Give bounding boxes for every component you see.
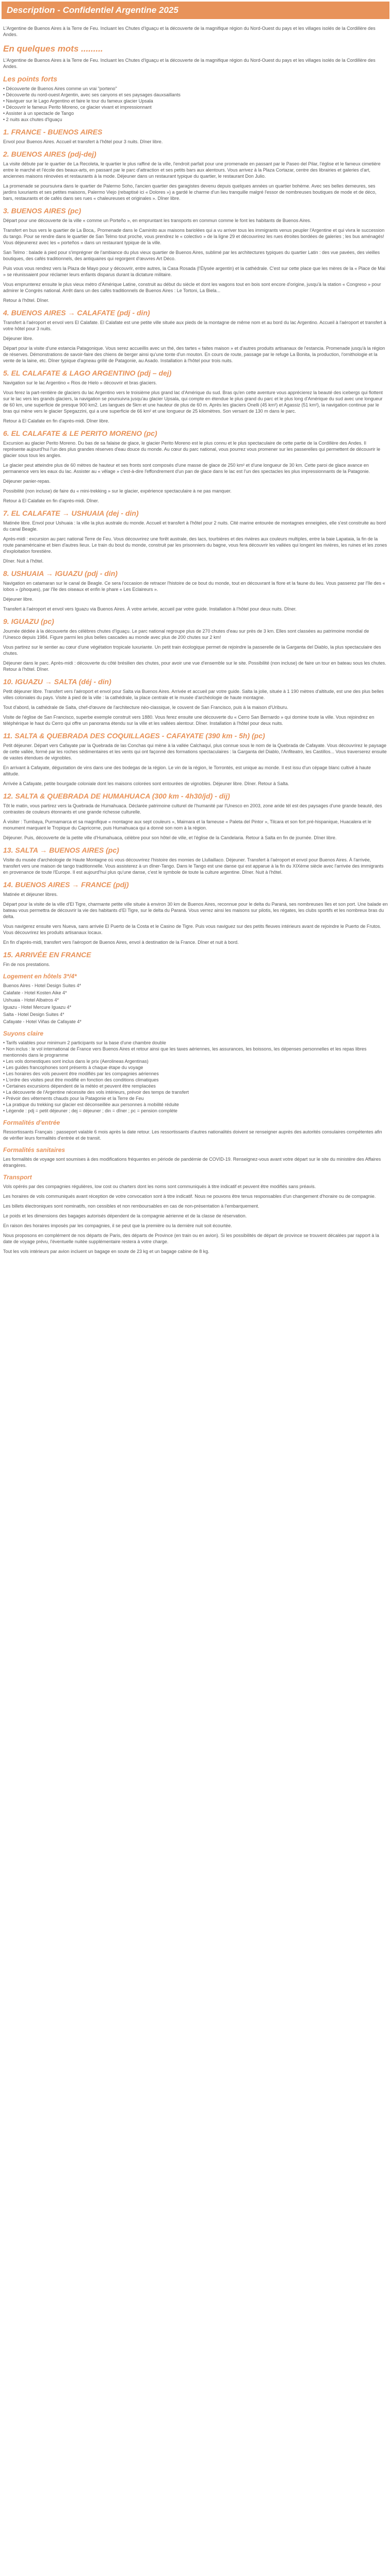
day-paragraph: Déjeuner libre.: [3, 336, 34, 341]
day-paragraph: Visite du musée d'archéologie de Haute Montagne où vous découvrirez l'histoire des momies de Llullaillaco. Déjeuner. Transfert à l'aéroport et envol pour Buenos Aires. À l'arrivée, transfert vers une maison de tango traditionnelle. Vous assisterez à un dîner-Tango. Dans le Tango est une danse qui est apparue à la fin du XIXème siècle avec l'arrivée des immigrants en provenance de toute l'Europe. Il est aujourd'hui plus qu'une danse, c'est le symbole de toute la culture argentine. Dîner. Nuit à l'hôtel.: [3, 857, 384, 875]
sanitaires-title: Formalités sanitaires: [3, 1146, 66, 1154]
day-title: 2. BUENOS AIRES (pdj-dej): [3, 150, 96, 158]
day-title: 6. EL CALAFATE & LE PERITO MORENO (pc): [3, 429, 157, 437]
day-title: 15. ARRIVÉE EN FRANCE: [3, 951, 91, 959]
intro-text: L'Argentine de Buenos Aires à la Terre de Feu. Incluant les Chutes d'Iguaçu et la découverte de la magnifique région du Nord-Ouest du pays et les villages isolés de la Cordillère des Andes.: [3, 26, 376, 37]
note-item: • Tarifs valables pour minimum 2 participants sur la base d'une chambre double: [3, 1040, 166, 1045]
quick-title: En quelques mots .........: [3, 44, 103, 54]
day-title: 14. BUENOS AIRES → FRANCE (pdj): [3, 880, 129, 889]
day-paragraph: Retour à l'hôtel. Dîner.: [3, 298, 50, 303]
day-paragraph: Petit déjeuner. Départ vers Cafayate par la Quebrada de las Conchas qui mène à la vallée Calchaquí, plus connue sous le nom de la Quebrada de Cafayate. Vous découvrirez le paysage de cette vallée, formé par les roches sédimentaires et les vents qui ont façonné des formations spectaculaires : la Garganta del Diablo, l'Anfiteatro, les Castillos... Vous traverserez ensuite de vastes étendues de vignobles.: [3, 743, 387, 760]
day-paragraph: Tôt le matin, vous partirez vers la Quebrada de Humahuaca. Déclarée patrimoine culturel de l'humanité par l'Unesco en 2003, zone aride tél est des paysages d'une grande beauté, des contrastes de couleurs étonnants et une grande richesse culturelle.: [3, 803, 382, 815]
highlight-item: • Naviguer sur le Lago Argentino et faire le tour du fameux glacier Upsala: [3, 98, 153, 104]
day-paragraph: Envol pour Buenos Aires. Accueil et transfert à l'hôtel pour 3 nuits. Dîner libre.: [3, 139, 163, 144]
transport-paragraph: Les horaires de vols communiqués avant réception de votre convocation sont à titre indicatif. Nous ne pouvons être tenus responsables d'un changement d'horaire ou de compagnie.: [3, 1194, 376, 1199]
day-title: 1. FRANCE - BUENOS AIRES: [3, 128, 103, 136]
day-paragraph: Déjeuner. Puis, découverte de la petite ville d'Humahuaca, célèbre pour son hôtel de ville, et l'église de la Candelaria. Retour à Salta en fin de journée. Dîner libre.: [3, 835, 337, 840]
day-title: 13. SALTA → BUENOS AIRES (pc): [3, 846, 119, 854]
day-paragraph: San Telmo : balade à pied pour s'imprégner de l'ambiance du plus vieux quartier de Buenos Aires, sublimé par les architectures typiques du quartier Latin : des vue pavées, des vieilles boutiques, des cafés traditionnels, des antiquaires qui regorgent d'œuvres Art Déco.: [3, 250, 380, 261]
day-paragraph: Départ pour la visite de la ville d'El Tigre, charmante petite ville située à environ 30 km de Buenos Aires, reconnue pour le delta du Paraná, ses nombreuses îles et son port. Une balade en bateau vous permettra de découvrir la vie des habitants d'El Tigre, sur le delta du Paraná. Vous verrez ainsi les maisons sur pilotis, les régates, les clubs sportifs et les nombreux bras du delta.: [3, 902, 388, 919]
note-item: • Les vols domestiques sont inclus dans le prix (Aerolineas Argentinas): [3, 1059, 149, 1064]
hotel-item: Ushuaia - Hotel Albatros 4*: [3, 997, 59, 1003]
day-paragraph: La promenade se poursuivra dans le quartier de Palermo Soho, l'ancien quartier des garagistes devenu depuis quelques années un quartier bohème. Avec ses belles demeures, ses jardins luxuriants et ses petites maisons, Palermo Viejo (rebaptisé ici « Dolores ») a gardé le charme d'un lieu tranquille malgré l'essor de nombreuses boutiques de mode et de déco, bars, restaurants et de cafés dans ses rues « chaleureuses et originales ». Dîner libre.: [3, 183, 377, 201]
day-title: 8. USHUAIA → IGUAZU (pdj - din): [3, 569, 118, 578]
day-paragraph: En arrivant à Cafayate, dégustation de vins dans une des bodegas de la région. Le vin de la région, le Torrontés, est unique au monde. Il est issu d'un cépage blanc cultivé à haute altitude.: [3, 765, 371, 776]
day-paragraph: Transfert en bus vers le quartier de La Boca,. Promenade dans le Caminito aux maisons bariolées qui a vu arriver tous les immigrants venus peupler l'Argentine et qui vivra le succession du tango. Pour se rendre dans le quartier de San Telmo tout proche, vous prendrez le « colectivo » de la ligne 29 et découvrirez les rues étroites bordées de galeries ; les bus aménagés! Vous déjeunerez avec les « porteños » dans un restaurant typique de la ville.: [3, 228, 385, 245]
day-paragraph: Transfert à l'aéroport et envol vers Iguazu via Buenos Aires. À votre arrivée, accueil par votre guide. Installation à l'hôtel pour deux nuits. Dîner.: [3, 606, 297, 612]
day-title: 4. BUENOS AIRES → CALAFATE (pdj - din): [3, 309, 150, 317]
hotel-item: Buenos Aires - Hotel Design Suites 4*: [3, 983, 82, 988]
day-paragraph: Retour à El Calafate en fin d'après-midi. Dîner.: [3, 498, 99, 503]
highlight-item: • Découverte de Buenos Aires comme un vrai "porteno": [3, 86, 117, 91]
day-paragraph: Arrivée à Cafayate, petite bourgade coloniale dont les maisons colorées sont entourées de vignobles. Déjeuner libre. Dîner. Retour à Salta.: [3, 781, 289, 786]
day-paragraph: Départ pour une découverte de la ville « comme un Porteño », en empruntant les transports en commun comme le font les habitants de Buenos Aires.: [3, 218, 312, 223]
page: [0, 2, 391, 2576]
day-title: 10. IGUAZU → SALTA (déj - din): [3, 677, 111, 686]
day-paragraph: Tout d'abord, la cathédrale de Salta, chef-d'œuvre de l'architecture néo-classique, le couvent de San Francisco, puis à la maison d'Uriburu.: [3, 705, 288, 710]
notes-title: Suyons claire: [3, 1030, 44, 1037]
day-paragraph: Déjeuner libre.: [3, 597, 34, 602]
day-paragraph: Possibilité (non incluse) de faire du « mini-trekking » sur le glacier, expérience spectaculaire à ne pas manquer.: [3, 488, 232, 494]
day-paragraph: Vous emprunterez ensuite le plus vieux métro d'Amérique Latine, construit au début du siècle et dont les wagons tout en bois sont encore d'origine, jusqu'à la station « Congreso » pour admirer le Congrès national. Arrêt dans un des cafés traditionnels de Buenos Aires : Le Tortoni, La Biela...: [3, 282, 381, 293]
day-paragraph: Petit déjeuner libre. Transfert vers l'aéroport et envol pour Salta via Buenos Aires. Arrivée et accueil par votre guide. Salta la jolie, située à 1 190 mètres d'altitude, est une des plus belles villes coloniales du pays. Visite à pied de la ville : la cathédrale, la place centrale et le musée d'archéologie de haute montagne.: [3, 689, 384, 700]
note-item: • Légende : pdj = petit déjeuner ; dej = déjeuner ; din = dîner ; pc = pension complète: [3, 1108, 177, 1113]
transport-paragraph: Tout les vols intérieurs par avion incluent un bagage en soute de 23 kg et un bagage cabine de 8 kg.: [3, 1249, 209, 1254]
note-item: • La découverte de l'Argentine nécessite des vols intérieurs, prévoir des temps de transfert: [3, 1090, 189, 1095]
highlight-item: • Découverte du nord-ouest Argentin, avec ses canyons et ses paysages dauxsaillants: [3, 92, 181, 97]
highlight-item: • Assister à un spectacle de Tango: [3, 111, 74, 116]
day-title: 5. EL CALAFATE & LAGO ARGENTINO (pdj – dej): [3, 369, 172, 377]
day-paragraph: Vous navigerez ensuite vers Nueva, sans arrivée El Puerto de la Costa et le Casino de Tigre. Puis vous naviguez sur des petits fleuves intérieurs avant de rejoindre le Puerto de Frutos. Vous découvrirez les produits artisanaux locaux.: [3, 924, 381, 935]
day-paragraph: Matinée et déjeuner libres.: [3, 892, 58, 897]
day-paragraph: Retour à El Calafate en fin d'après-midi. Dîner libre.: [3, 418, 109, 423]
day-paragraph: Navigation en catamaran sur le canal de Beagle. Ce sera l'occasion de retracer l'histoire de ce bout du monde, tout en découvrant la flore et la faune du lieu. Vous passerez par l'île des « lobos » (phoques), par l'île des oiseaux et enfin le phare « Les Eclaireurs ».: [3, 581, 385, 592]
day-paragraph: Le glacier peut atteindre plus de 60 mètres de hauteur et ses fronts sont composés d'une masse de glace de 250 km² et d'une longueur de 30 km. Cette paroi de glace avance en permanence vers les eaux du lac. Assister au « vêlage » c'est-à-dire l'effondrement d'un pan de glace dans le lac est l'un des spectacles les plus impressionnants de la Patagonie.: [3, 463, 370, 474]
hotel-item: Cafayate - Hotel Viñas de Cafayate 4*: [3, 1019, 82, 1024]
note-item: • Certaines excursions dépendent de la météo et peuvent être remplacées: [3, 1083, 156, 1089]
day-paragraph: Puis vous vous rendrez vers la Plaza de Mayo pour y découvrir, entre autres, la Casa Rosada (l'Élysée argentin) et la cathédrale. C'est sur cette place que les mères de la « Place de Mai » se réunissaient pour réclamer leurs enfants disparus durant la dictature militaire.: [3, 266, 385, 277]
page-title: Description - Confidentiel Argentine 2025: [2, 2, 389, 19]
note-item: • La pratique du trekking sur glacier est déconseillée aux personnes à mobilité réduite: [3, 1102, 179, 1107]
day-paragraph: Navigation sur le lac Argentino « Rios de Hielo » découvrir et bras glaciers.: [3, 380, 157, 385]
hotel-item: Iguazu - Hotel Mercure Iguazu 4*: [3, 1005, 72, 1010]
quick-text: L'Argentine de Buenos Aires à la Terre de Feu. Incluant les Chutes d'Iguaçu et la découverte de la magnifique région du Nord-Ouest du pays et les villages isolés de la Cordillère des Andes.: [3, 58, 376, 69]
day-title: 7. EL CALAFATE → USHUAIA (dej - din): [3, 509, 139, 517]
highlights-list: [3, 86, 388, 123]
transport-paragraph: Le poids et les dimensions des bagages autorisés dépendent de la compagnie aérienne et de la classe de réservation.: [3, 1213, 247, 1218]
formalites-text: Ressortissants Français : passeport valable 6 mois après la date retour. Les ressortissants d'autres nationalités doivent se renseigner auprès des autorités consulaires compétentes afin de vérifier leurs formalités d'entrée et de transit.: [3, 1129, 382, 1141]
note-item: • Non inclus : le vol international de France vers Buenos Aires et retour ainsi que les taxes aériennes, les assurances, les boissons, les dépenses personnelles et les repas libres mentionnés dans le programme: [3, 1046, 367, 1058]
day-title: 11. SALTA & QUEBRADA DES COQUILLAGES - CAFAYATE (390 km - 5h) (pc): [3, 732, 265, 740]
hotel-item: Calafate - Hotel Kosten Aike 4*: [3, 990, 67, 995]
note-item: • Les guides francophones sont présents à chaque étape du voyage: [3, 1065, 143, 1070]
day-paragraph: Vous ferez la part-rentière de glaciers du lac Argentino vers le troisième plus grand lac d'Amérique du sud. Bras qu'en cette aventure vous apprécierez la beauté des icebergs qui flottent sur le lac vers les grands glaciers, la navigation se poursuivra jusqu'au glacier Upsala, qui compte en étendue le plus grand du parc et le plus long d'Amérique du sud avec une longueur de 60 km, une superficie de presque 900 km2. Les langues de 5km et une hauteur de plus de 60 m. Après les glaciers Onelli (45 km²) et Agassiz (51 km²), la navigation continue par le bras qui mène vers le glacier Spegazzini, qui a une superficie de 66 km² et une longueur de 25 kilomètres. Son versant de 130 m dans le parc.: [3, 390, 383, 414]
hotels-title: Logement en hôtels 3*/4*: [3, 973, 77, 980]
day-paragraph: La visite débute par le quartier de La Recoleta, le quartier le plus raffiné de la ville, l'endroit parfait pour une promenade en passant par le Paseo del Pilar, l'église et le fameux cimetière entre le marché et l'école des beaux-arts, en passant par le parc d'attraction et ses petits bars aux alentours. Vous arrivez à la Plaza Cortazar, centre des librairies et galeries d'art, anciennes maisons rénovées et restaurants à la mode. Déjeuner dans un restaurant typique du quartier, le restaurant Don Julio.: [3, 161, 381, 179]
transport-paragraph: Nous proposons en complément de nos départs de Paris, des départs de Province (en train ou en avion). Si les possibilités de départ de province se trouvent décalées par rapport à la date de voyage prévu, l'éventuelle nuitée supplémentaire restera à votre charge.: [3, 1233, 379, 1244]
day-paragraph: Journée dédiée à la découverte des célèbres chutes d'Iguaçu. Le parc national regroupe plus de 270 chutes d'eau sur près de 3 km. Elles sont classées au patrimoine mondial de l'Unesco depuis 1984. Figure parmi les plus belles cascades au monde avec plus de 200 chutes sur 2 km!: [3, 629, 369, 640]
day-paragraph: Départ pour la visite d'une estancia Patagonique. Vous serez accueillis avec un thé, des tartes « faites maison » et d'autres produits artisanaux de l'estancia. Promenade jusqu'à la région de réserves. Démonstrations de savoir-faire des chiens de berger ainsi qu'une tonte d'un mouton. En cours de route, passage par le refuge La Bonita, la production, l'ornithologie et la vente de la laine, etc. Dîner typique d'agneau grillé de Patagonie, au Asado. Installation à l'hôtel pour trois nuits.: [3, 346, 385, 363]
transport-title: Transport: [3, 1174, 32, 1181]
note-item: • Prévoir des vêtements chauds pour la Patagonie et la Terre de Feu: [3, 1096, 144, 1101]
day-paragraph: Visite de l'église de San Francisco, superbe exemple construit vers 1880. Vous ferez ensuite une découverte du « Cerro San Bernardo » qui domine toute la ville. Vous rejoindrez en téléphérique le haut du Cerro qui offre un panorama étendu sur la ville et les vallées alentour. Dîner. Installation à l'hôtel pour deux nuits.: [3, 715, 374, 726]
hotel-item: Salta - Hotel Design Suites 4*: [3, 1012, 64, 1017]
day-paragraph: Déjeuner panier-repas.: [3, 479, 51, 484]
day-paragraph: Après-midi : excursion au parc national Terre de Feu. Vous découvrirez une forêt australe, des lacs, tourbières et des rivières aux couleurs multiples, entre la baie Lapataia, la fin de la route panaméricaine et bien d'autres lieux. Le train du bout du monde, construit par les prisonniers du bagne, vous fera découvrir les vallées qui longent les rivières, les ruines et les zones d'exploitation forestière.: [3, 536, 387, 554]
transport-paragraph: En raison des horaires imposés par les compagnies, il se peut que la première ou la dernière nuit soit écourtée.: [3, 1223, 232, 1228]
day-paragraph: Déjeuner dans le parc. Après-midi : découverte du côté brésilien des chutes, pour avoir une vue d'ensemble sur le site. Possibilité (non incluse) de faire un tour en bateau sous les chutes. Retour à l'hôtel. Dîner.: [3, 660, 386, 672]
day-title: 3. BUENOS AIRES (pc): [3, 207, 82, 215]
day-title: 9. IGUAZU (pc): [3, 617, 54, 625]
day-paragraph: Transfert à l'aéroport et envol vers El Calafate. El Calafate est une petite ville située aux pieds de la montagne de même nom et au bord du lac Argentino. Accueil à l'aéroport et transfert à votre hôtel pour 3 nuits.: [3, 320, 386, 331]
highlights-title: Les points forts: [3, 75, 58, 83]
transport-paragraph: Les billets électroniques sont nominatifs, non cessibles et non remboursables en cas de non-présentation à l'embarquement.: [3, 1204, 259, 1209]
day-title: 12. SALTA & QUEBRADA DE HUMAHUACA (300 km - 4h30/jd) - dij): [3, 792, 230, 800]
note-item: • Les horaires des vols peuvent être modifiés par les compagnies aériennes: [3, 1071, 159, 1076]
sanitaires-text: Les formalités de voyage sont soumises à des modifications fréquentes en période de pandémie de COVID-19. Renseignez-vous avant votre départ sur le site du ministère des Affaires étrangères.: [3, 1157, 381, 1168]
notes-list: [3, 1040, 388, 1114]
day-paragraph: Dîner. Nuit à l'hôtel.: [3, 558, 44, 564]
day-paragraph: En fin d'après-midi, transfert vers l'aéroport de Buenos Aires, envol à destination de la France. Dîner et nuit à bord.: [3, 940, 239, 945]
formalites-title: Formalités d'entrée: [3, 1119, 60, 1126]
highlight-item: • 2 nuits aux chutes d'Iguaçu: [3, 117, 62, 122]
day-paragraph: Excursion au glacier Perito Moreno. Du bas de sa falaise de glace, le glacier Perito Moreno est le plus connu et le plus spectaculaire de cette partie de la Cordillère des Andes. Il représente aujourd'hui l'un des plus grandes réserves d'eau douce du monde. Au cœur du parc national, vous pourrez vous promener sur les passerelles qui permettent de découvrir le glacier sous tous les angles.: [3, 440, 381, 458]
day-paragraph: À visiter : Tumbaya, Purmamarca et sa magnifique « montagne aux sept couleurs », Maimara et la fameuse « Paleta del Pintor », Tilcara et son fort pré-hispanique, Huacalera et le monument marquant le Tropique du Capricorne, puis Humahuaca qui a donné son nom à la région.: [3, 819, 371, 831]
note-item: • L'ordre des visites peut être modifié en fonction des conditions climatiques: [3, 1077, 159, 1082]
highlight-item: • Découvrir le fameux Perito Moreno, ce glacier vivant et impressionnant: [3, 105, 152, 110]
day-paragraph: Fin de nos prestations.: [3, 962, 51, 967]
transport-paragraph: Vols opérés par des compagnies régulières, low cost ou charters dont les noms sont communiqués à titre indicatif et peuvent être modifiés sans préavis.: [3, 1184, 316, 1189]
day-paragraph: Vous partirez sur le sentier au cœur d'une végétation tropicale luxuriante. Un petit train écologique permet de rejoindre la passerelle de la Garganta del Diablo, la plus spectaculaire des chutes.: [3, 645, 381, 656]
day-paragraph: Matinée libre. Envol pour Ushuaia : la ville la plus australe du monde. Accueil et transfert à l'hôtel pour 2 nuits. Cité marine entourée de montagnes enneigées, elle s'est construite au bord du canal Beagle.: [3, 520, 386, 532]
